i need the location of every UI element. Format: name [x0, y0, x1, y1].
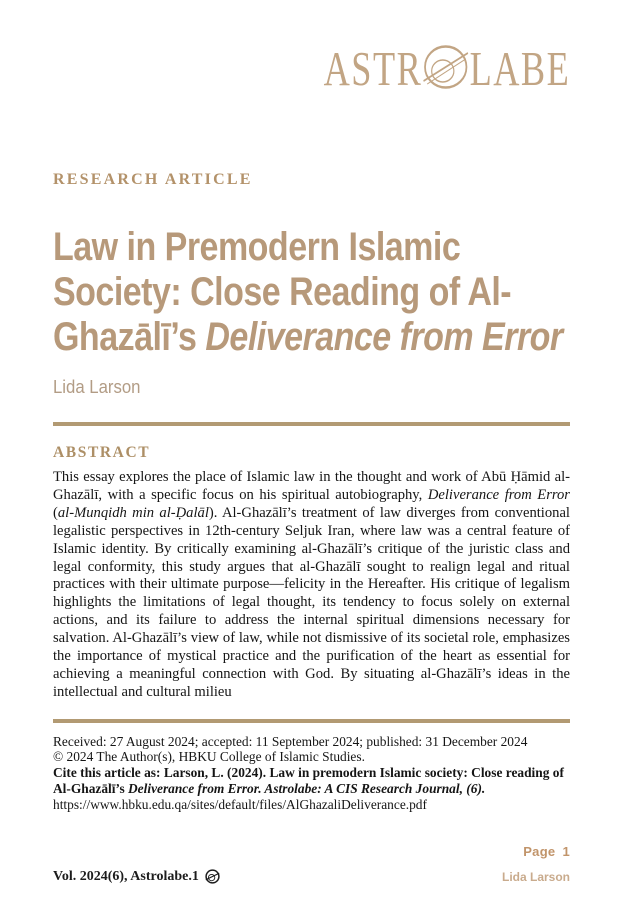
author-name: Lida Larson: [53, 377, 141, 397]
received-dates-line: Received: 27 August 2024; accepted: 11 September 2024; published: 31 December 2024: [53, 733, 528, 749]
logo-text-pre: ASTR: [323, 41, 423, 96]
astrolabe-mini-icon: [205, 869, 220, 884]
page-title: [53, 225, 563, 360]
volume-info: [53, 868, 220, 885]
divider-top: [53, 422, 570, 426]
article-type-kicker: RESEARCH ARTICLE: [53, 171, 253, 188]
abstract-text: This essay explores the place of Islamic law in the thought and work of Abū Ḥāmid al-Ghazālī, with a specific focus on his spiritual autobiography, Deliverance from Error (al-Munqidh min al-Ḍalāl). Al-Ghazālī’s treatment of law diverges from conventional legalistic perspectives in 12th-century Seljuk Iran, where law was a central feature of Islamic identity. By critically examining al-Ghazālī’s critique of the juristic class and legal conformity, this study argues that al-Ghazālī sought to realign legal and ritual practices with their ultimate purpose—felicity in the Hereafter. His critique of legalism highlights the limitations of legal thought, its tendency to focus solely on external actions, and its failure to address the internal spiritual dimensions necessary for salvation. Al-Ghazālī’s view of law, while not dismissive of its societal role, emphasizes the importance of mystical practice and the purification of the heart as essential for achieving a meaningful connection with God. By situating al-Ghazālī’s ideas in the intellectual and cultural milieu: [53, 469, 570, 700]
article-url-link[interactable]: https://www.hbku.edu.qa/sites/default/files/AlGhazaliDeliverance.pdf: [53, 796, 427, 812]
logo-text-post: LABE: [469, 41, 570, 96]
title-line-2: Society: Close Reading of Al-: [53, 270, 512, 314]
page-number-label: Page: [523, 844, 556, 860]
page-number-value: 1: [562, 844, 570, 860]
astrolabe-logo: [323, 41, 570, 96]
title-line-3-roman: Ghazālī’s: [53, 315, 206, 359]
footer-author-name: Lida Larson: [501, 869, 570, 884]
title-line-3-italic: Deliverance from Error: [205, 315, 563, 359]
divider-bottom: [53, 719, 570, 723]
title-line-3: [53, 315, 563, 360]
cite-as-line-2: Al-Ghazālī’s Deliverance from Error. Astrolabe: A CIS Research Journal, (6).: [53, 780, 486, 796]
citation-block: [53, 734, 570, 813]
page-footer: [53, 868, 570, 885]
page-number: [53, 844, 570, 859]
abstract-heading: ABSTRACT: [53, 444, 151, 461]
title-line-1: Law in Premodern Islamic: [53, 225, 461, 269]
journal-header: [53, 41, 570, 96]
volume-text: Vol. 2024(6), Astrolabe.1: [53, 869, 199, 885]
copyright-line: © 2024 The Author(s), HBKU College of Islamic Studies.: [53, 749, 365, 765]
astrolabe-o-icon: [423, 40, 469, 99]
cite-as-line-1: Cite this article as: Larson, L. (2024). Law in premodern Islamic society: Close reading of: [53, 765, 564, 781]
